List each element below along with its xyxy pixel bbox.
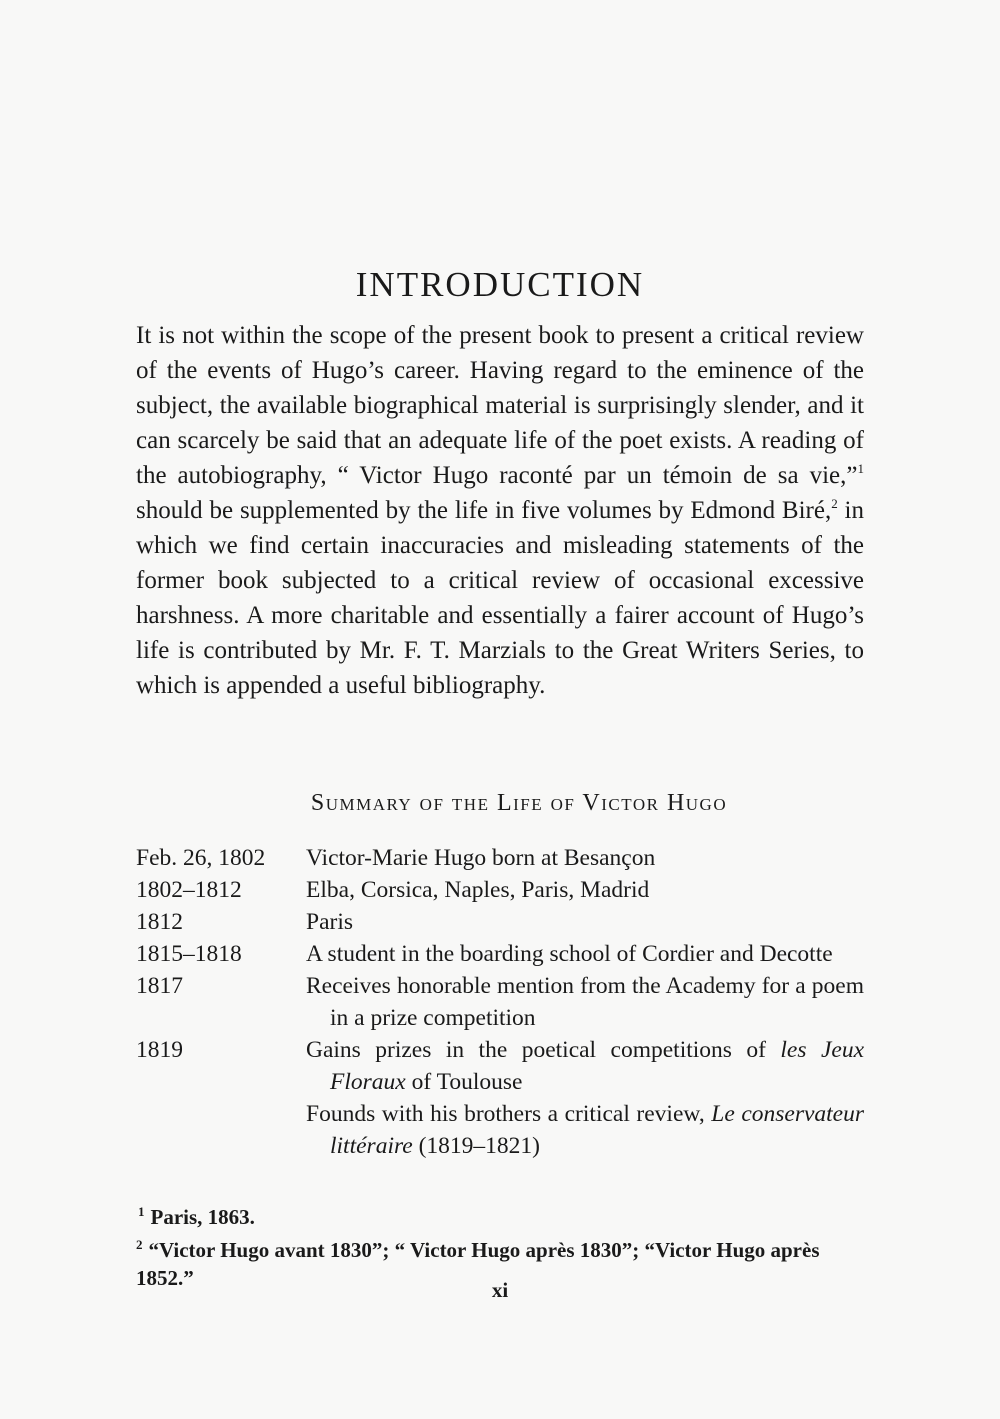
chronology-date (136, 1098, 306, 1162)
chronology-event: Victor-Marie Hugo born at Besançon (306, 845, 656, 871)
event-italic-title: les Jeux Floraux (330, 1037, 864, 1095)
paragraph-part-1: It is not within the scope of the present book to present a critical review of the events of Hugo’s career. Having regard to the eminence of the subject, the available biographical material is surprisingly slender, and it can scarcely be said that an adequate life of the poet exists. A reading of the autobiography, “ Victor Hugo raconté par un témoin de sa vie,” (136, 322, 864, 489)
paragraph-part-3: in which we find certain inaccuracies and misleading statements of the former book subjected to a critical review of occasional excessive harshness. A more charitable and essentially a fairer account of Hugo’s life is contributed by Mr. F. T. Marzials to the Great Writers Series, to which is appended a useful bibliography. (136, 497, 864, 699)
footnote-ref-1: 1 (857, 461, 864, 476)
chronology-date: 1815–1818 (136, 941, 242, 967)
event-text: Gains prizes in the poetical competitions of (306, 1037, 781, 1063)
chronology-row (136, 1034, 864, 1098)
footnote-text: Paris, 1863. (150, 1205, 255, 1229)
summary-heading: Summary of the Life of Victor Hugo (310, 790, 728, 816)
paragraph-part-2: should be supplemented by the life in five volumes by Edmond Biré, (136, 497, 832, 524)
chronology-event: Paris (306, 909, 353, 935)
page-number: xi (491, 1278, 509, 1302)
footnote-mark: 1 (138, 1204, 145, 1219)
chronology-list (136, 842, 864, 1162)
chronology-row (136, 1098, 864, 1162)
footnote-ref-2: 2 (831, 496, 838, 511)
chronology-row (136, 970, 864, 1034)
introduction-paragraph (136, 318, 864, 703)
page-title: INTRODUCTION (355, 265, 645, 305)
footnote-mark: 2 (136, 1237, 143, 1252)
chronology-event: Receives honorable mention from the Academy for a poem in a prize competition (306, 973, 864, 1031)
chronology-date: 1802–1812 (136, 877, 242, 903)
chronology-row (136, 842, 864, 874)
chronology-date: 1817 (136, 973, 183, 999)
chronology-date: 1812 (136, 909, 183, 935)
chronology-date: Feb. 26, 1802 (136, 845, 266, 871)
chronology-event: A student in the boarding school of Cordier and Decotte (306, 941, 833, 967)
event-text: Founds with his brothers a critical review, (306, 1101, 712, 1127)
event-text: of Toulouse (405, 1069, 523, 1095)
footnote-text: “Victor Hugo avant 1830”; “ Victor Hugo après 1830”; “Victor Hugo après 1852.” (136, 1238, 820, 1290)
chronology-event (306, 1034, 864, 1098)
event-text: (1819–1821) (412, 1133, 540, 1159)
chronology-row (136, 906, 864, 938)
chronology-row (136, 938, 864, 970)
footnote (136, 1198, 864, 1231)
paragraph-text (136, 318, 864, 703)
chronology-event (306, 1098, 864, 1162)
chronology-event: Elba, Corsica, Naples, Paris, Madrid (306, 877, 650, 903)
chronology-date: 1819 (136, 1037, 183, 1063)
event-italic-title: Le conservateur littéraire (330, 1101, 865, 1159)
chronology-row (136, 874, 864, 906)
